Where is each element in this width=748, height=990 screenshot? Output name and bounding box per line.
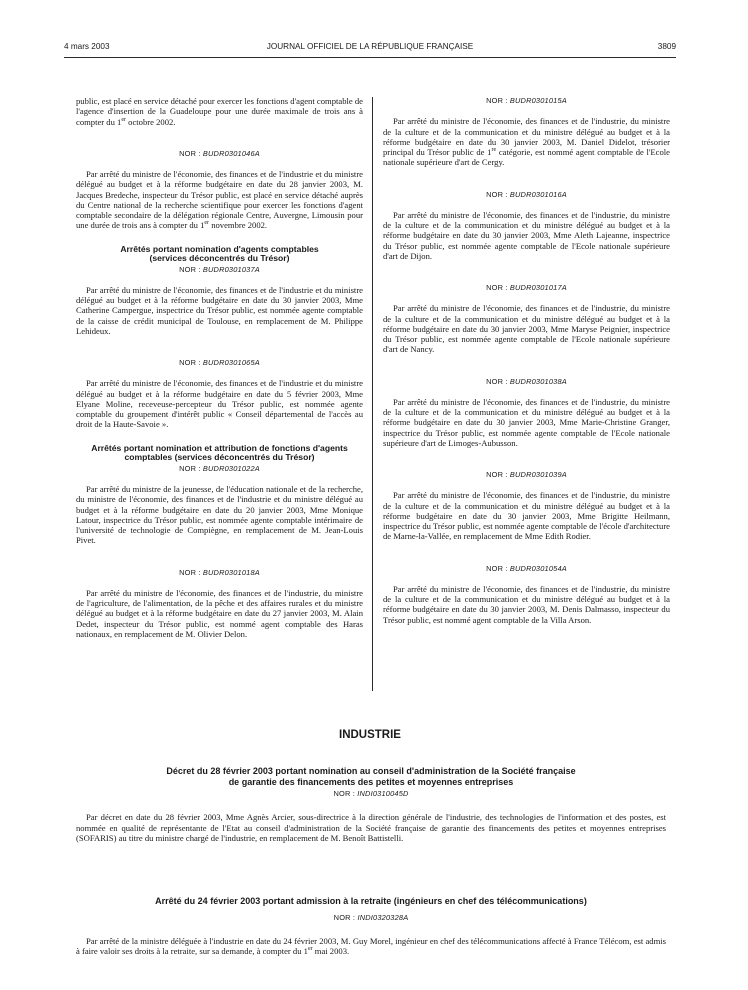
section-heading: Arrêtés portant nomination et attribution de fonctions d'agents comptables (services déconcentrés du Trésor) — [91, 442, 348, 463]
decree-block — [76, 766, 666, 843]
nor-reference: NOR : BUDR0301046A — [179, 148, 260, 158]
paragraph: Par arrêté de la ministre déléguée à l'industrie en date du 24 février 2003, M. Guy Morel, ingénieur en chef des télécommunications affecté à France Télécom, est admis à faire valoir ses droits à la retraite, sur sa demande, à compter du 1er mai 2003. — [76, 935, 666, 956]
paragraph: Par arrêté du ministre de l'économie, des finances et de l'industrie, du ministre de la culture et de la communication et du ministre délégué au budget et à la réforme budgétaire en date du 30 janvier 2003, Mme Marie-Christine Granger, inspectrice du Trésor public, est nommée agente comptable de l'Ecole nationale supérieure d'art de Limoges-Aubusson. — [383, 396, 670, 448]
paragraph: Par arrêté du ministre de l'économie, des finances et de l'industrie, du ministre de la culture et de la communication et du ministre délégué au budget et à la réforme budgétaire en date du 30 janvier 2003, M. Daniel Didelot, trésorier principal du Trésor public de 1re catégorie, est nommé agent comptable de l'Ecole nationale supérieure d'art de Cergy. — [383, 116, 670, 168]
paragraph: Par arrêté du ministre de l'économie, des finances et de l'industrie, du ministre de la culture et de la communication et du ministre délégué au budget et à la réforme budgétaire en date du 30 janvier 2003, Mme Maryse Peignier, inspectrice du Trésor public, est nommée agente comptable de l'Ecole nationale supérieure d'art de Nancy. — [383, 303, 670, 355]
section-heading: Arrêtés portant nomination d'agents comptables (services déconcentrés du Trésor) — [120, 243, 319, 264]
decree-block — [76, 896, 666, 956]
nor-reference: NOR : INDI0320328A — [333, 912, 409, 922]
journal-title: JOURNAL OFFICIEL DE LA RÉPUBLIQUE FRANÇAISE — [266, 42, 474, 51]
paragraph: Par arrêté du ministre de l'économie, des finances et de l'industrie et du ministre délégué au budget et à la réforme budgétaire en date du 5 février 2003, Mme Elyane Moline, receveuse-percepteur du Trésor public, est nommée agente comptable du groupement d'intérêt public « Conseil départemental de l'accès au droit de la Haute-Savoie ». — [76, 378, 363, 430]
paragraph: Par décret en date du 28 février 2003, Mme Agnès Arcier, sous-directrice à la direction générale de l'industrie, des technologies de l'information et des postes, est nommée en qualité de représentante de l'Etat au conseil d'administration de la Société française de garantie des financements des petites et moyennes entreprises (SOFARIS) au titre du ministre chargé de l'industrie, en remplacement de M. Benoît Battistelli. — [76, 812, 666, 843]
paragraph: Par arrêté du ministre de l'économie, des finances et de l'industrie et du ministre délégué au budget et à la réforme budgétaire en date du 28 janvier 2003, M. Jacques Bredeche, inspecteur du Trésor public, est placé en service détaché auprès du Centre national de la recherche scientifique pour exercer les fonctions d'agent comptable secondaire de la délégation régionale Centre, Auvergne, Limousin pour une durée de trois ans à compter du 1er novembre 2002. — [76, 169, 363, 231]
nor-reference: NOR : INDI0310045D — [333, 789, 409, 798]
nor-reference: NOR : BUDR0301016A — [486, 189, 567, 199]
paragraph: Par arrêté du ministre de l'économie, des finances et de l'industrie, du ministre de la culture et de la communication et du ministre délégué au budget et à la réforme budgétaire en date du 30 janvier 2003, M. Denis Dalmasso, inspecteur du Trésor public, est nommé agent comptable de la Villa Arson. — [383, 583, 670, 625]
section-title: INDUSTRIE — [339, 729, 401, 741]
paragraph: Par arrêté du ministre de l'économie, des finances et de l'industrie, du ministre de la culture et de la communication et du ministre délégué au budget et à la réforme budgétaire en date du 30 janvier 2003, Mme Aleth Lajeanne, inspectrice du Trésor public, est nommée agente comptable de l'Ecole nationale supérieure d'art de Dijon. — [383, 209, 670, 261]
nor-reference: NOR : BUDR0301054A — [486, 563, 567, 573]
nor-reference: NOR : BUDR0301039A — [486, 470, 567, 479]
nor-reference: NOR : BUDR0301015A — [486, 96, 567, 105]
nor-reference: NOR : BUDR0301037A — [179, 264, 260, 274]
nor-reference: NOR : BUDR0301065A — [179, 358, 260, 368]
page-header — [64, 42, 676, 56]
right-column — [383, 96, 670, 625]
nor-reference: NOR : BUDR0301018A — [179, 567, 260, 577]
decree-heading: Décret du 28 février 2003 portant nomination au conseil d'administration de la Société française de garantie des financements des petites et moyennes entreprises — [166, 766, 576, 787]
paragraph: Par arrêté du ministre de l'économie, des finances et de l'industrie, du ministre de la culture et de la communication et du ministre délégué au budget et à la réforme budgétaire en date du 30 janvier 2003, Mme Brigitte Heilmann, inspectrice du Trésor public, est nommée agente comptable de l'école d'architecture de Marne-la-Vallée, en remplacement de Mme Edith Rodier. — [383, 490, 670, 542]
left-column — [76, 96, 363, 639]
page-number: 3809 — [657, 42, 676, 51]
paragraph: Par arrêté du ministre de la jeunesse, de l'éducation nationale et de la recherche, du ministre de l'économie, des finances et de l'industrie et du ministre délégué au budget et à la réforme budgétaire en date du 20 janvier 2003, Mme Monique Latour, inspectrice du Trésor public, est nommée agente comptable intérimaire de l'université de technologie de Compiègne, en remplacement de M. Jean-Louis Pivet. — [76, 484, 363, 546]
paragraph: Par arrêté du ministre de l'économie, des finances et de l'industrie, du ministre de l'agriculture, de l'alimentation, de la pêche et des affaires rurales et du ministre délégué au budget et à la réforme budgétaire en date du 27 janvier 2003, M. Alain Dedet, inspecteur du Trésor public, est nommé agent comptable des Haras nationaux, en remplacement de M. Olivier Delon. — [76, 587, 363, 639]
column-divider — [372, 97, 373, 691]
decree-heading: Arrêté du 24 février 2003 portant admission à la retraite (ingénieurs en chef des télécommunications) — [155, 896, 587, 906]
paragraph: Par arrêté du ministre de l'économie, des finances et de l'industrie et du ministre délégué au budget et à la réforme budgétaire en date du 30 janvier 2003, Mme Catherine Campergue, inspectrice du Trésor public, est nommée agente comptable de la caisse de crédit municipal de Toulouse, en remplacement de M. Philippe Lehideux. — [76, 284, 363, 336]
paragraph: public, est placé en service détaché pour exercer les fonctions d'agent comptable de l'agence d'insertion de la Guadeloupe pour une durée maximale de trois ans à compter du 1er octobre 2002. — [76, 96, 363, 127]
header-rule — [64, 57, 676, 58]
nor-reference: NOR : BUDR0301038A — [486, 376, 567, 386]
nor-reference: NOR : BUDR0301017A — [486, 283, 567, 292]
nor-reference: NOR : BUDR0301022A — [179, 463, 260, 473]
issue-date: 4 mars 2003 — [64, 42, 110, 51]
